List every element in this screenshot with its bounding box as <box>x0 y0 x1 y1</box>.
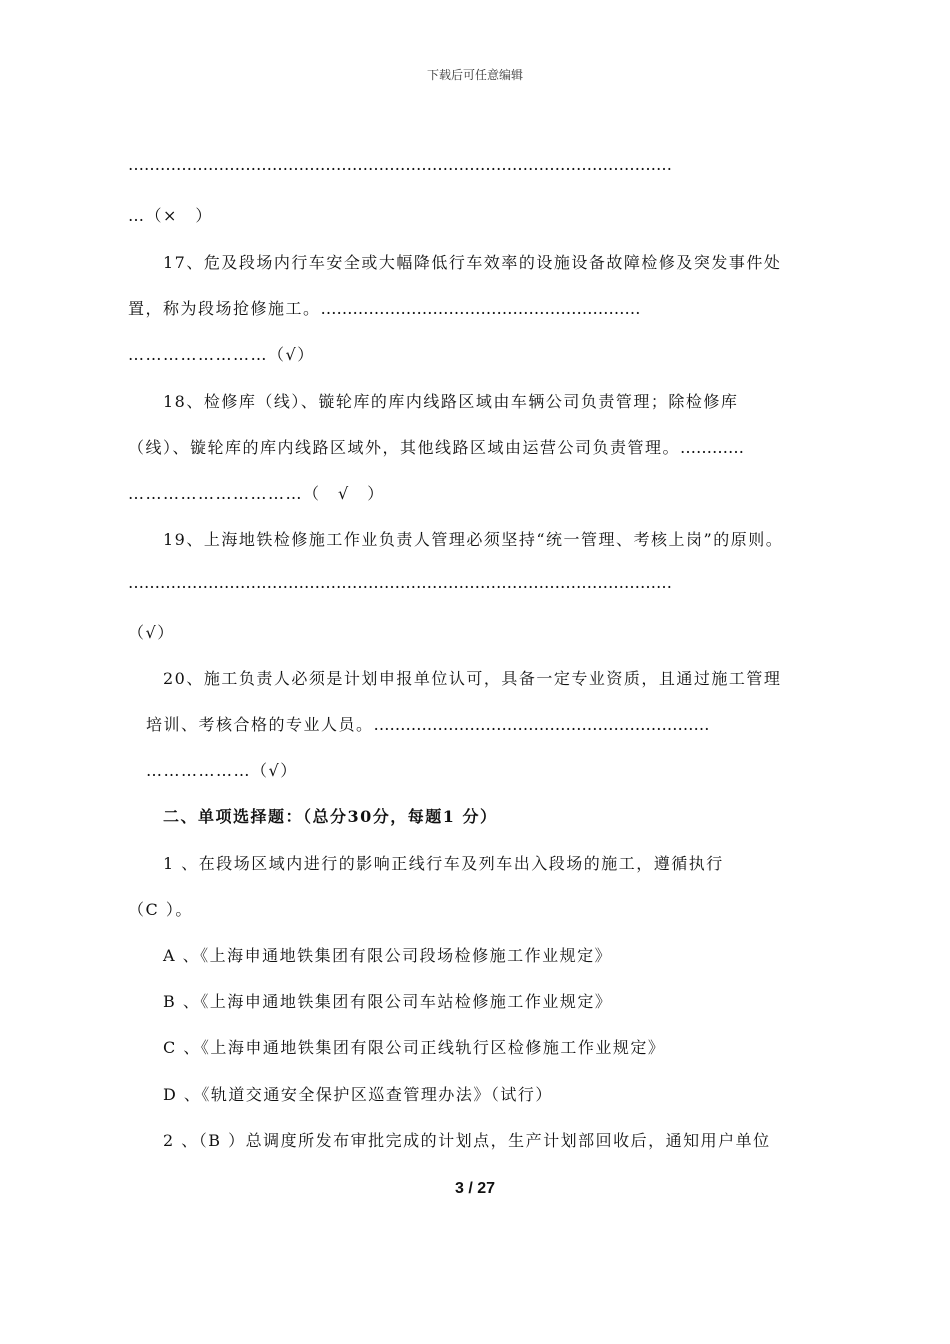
question-20-text: 培训、考核合格的专业人员。 <box>146 715 374 734</box>
question-17-line-1: 17、危及段场内行车安全或大幅降低行车效率的设施设备故障检修及突发事件处 <box>163 253 782 272</box>
option-a: A 、《上海申通地铁集团有限公司段场检修施工作业规定》 <box>163 946 613 965</box>
leader-dots: …………………………………………………… <box>320 299 641 318</box>
question-19-answer: （√） <box>128 623 175 642</box>
choice-question-1: 1 、在段场区域内进行的影响正线行车及列车出入段场的施工，遵循执行 <box>163 854 724 873</box>
question-20-answer: ………………（√） <box>146 761 298 780</box>
choice-question-2: 2 、（B ）总调度所发布审批完成的计划点，生产计划部回收后，通知用户单位 <box>163 1131 771 1150</box>
header-note: 下载后可任意编辑 <box>426 68 523 82</box>
question-20-line-1: 20、施工负责人必须是计划申报单位认可，具备一定专业资质，且通过施工管理 <box>163 669 782 688</box>
leader-dots: ………………………………………………………………………………………… <box>128 155 672 174</box>
leader-dots: ……………………………………………………… <box>373 715 710 734</box>
question-18-line-1: 18、检修库（线）、镟轮库的库内线路区域由车辆公司负责管理；除检修库 <box>163 392 739 411</box>
question-17-text: 置，称为段场抢修施工。 <box>128 299 321 318</box>
option-c: C 、《上海申通地铁集团有限公司正线轨行区检修施工作业规定》 <box>163 1038 666 1057</box>
question-18-text: （线）、镟轮库的库内线路区域外，其他线路区域由运营公司负责管理。 <box>128 438 681 457</box>
question-17-line-2 <box>128 296 641 319</box>
choice-question-1-answer: （C ）。 <box>128 900 193 919</box>
option-b: B 、《上海申通地铁集团有限公司车站检修施工作业规定》 <box>163 992 613 1011</box>
question-19-line-1: 19、上海地铁检修施工作业负责人管理必须坚持“统一管理、考核上岗”的原则。 <box>163 530 784 549</box>
page-number: 3 / 27 <box>454 1180 496 1197</box>
question-18-line-2 <box>128 435 744 458</box>
leader-dots: ………… <box>680 438 745 457</box>
option-d: D 、《轨道交通安全保护区巡查管理办法》（试行） <box>163 1085 553 1104</box>
question-18-answer: …………………………（ √ ） <box>128 484 385 503</box>
question-17-answer: ……………………（√） <box>128 345 315 364</box>
leader-dots: ………………………………………………………………………………………… <box>128 573 672 592</box>
question-20-line-2 <box>146 712 710 735</box>
answer-line: …（× ） <box>128 206 213 225</box>
section-heading: 二、单项选择题：（总分30分，每题1 分） <box>163 807 498 826</box>
